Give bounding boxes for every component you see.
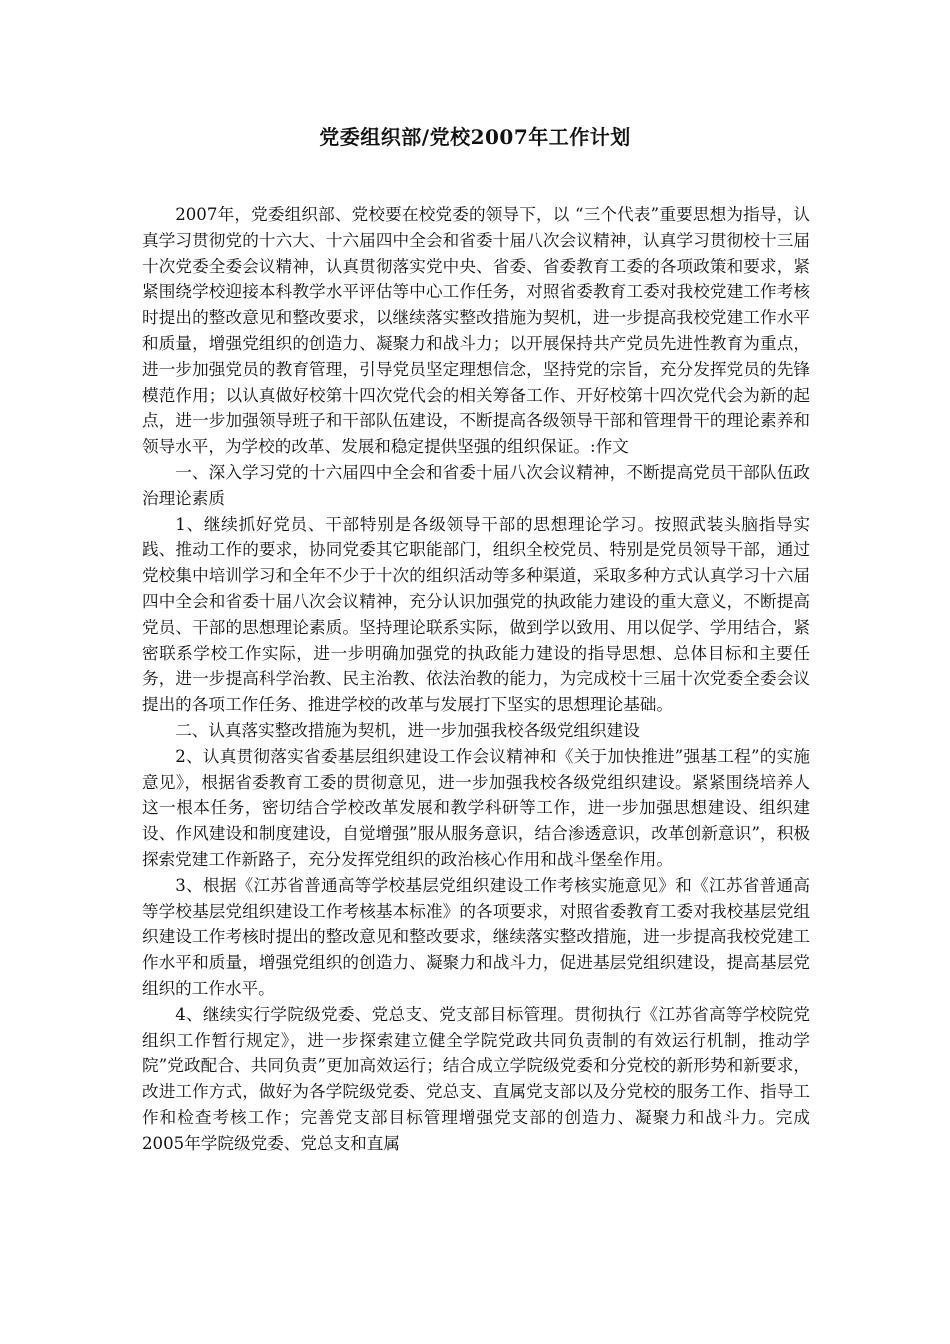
section-heading-1: 一、深入学习党的十六届四中全会和省委十届八次会议精神，不断提高党员干部队伍政治理论素质 bbox=[142, 462, 810, 508]
section-heading-2: 二、认真落实整改措施为契机，进一步加强我校各级党组织建设 bbox=[175, 720, 640, 740]
document-body bbox=[142, 202, 810, 1156]
document-title: 党委组织部/党校2007年工作计划 bbox=[319, 125, 631, 149]
paragraph-item-1: 1、继续抓好党员、干部特别是各级领导干部的思想理论学习。按照武装头脑指导实践、推动工作的要求，协同党委其它职能部门，组织全校党员、特别是党员领导干部，通过党校集中培训学习和全年不少于十次的组织活动等多种渠道，采取多种方式认真学习十六届四中全会和省委十届八次会议精神，充分认识加强党的执政能力建设的重大意义，不断提高党员、干部的思想理论素质。坚持理论联系实际，做到学以致用、用以促学、学用结合，紧密联系学校工作实际，进一步明确加强党的执政能力建设的指导思想、总体目标和主要任务，进一步提高科学治教、民主治教、依法治教的能力，为完成校十三届十次党委全委会议提出的各项工作任务、推进学校的改革与发展打下坚实的思想理论基础。 bbox=[142, 514, 810, 715]
paragraph-item-2: 2、认真贯彻落实省委基层组织建设工作会议精神和《关于加快推进”强基工程”的实施意见》，根据省委教育工委的贯彻意见，进一步加强我校各级党组织建设。紧紧围绕培养人这一根本任务，密切结合学校改革发展和教学科研等工作，进一步加强思想建设、组织建设、作风建设和制度建设，自觉增强”服从服务意识，结合渗透意识，改革创新意识”，积极探索党建工作新路子，充分发挥党组织的政治核心作用和战斗堡垒作用。 bbox=[142, 746, 810, 869]
paragraph-item-3: 3、根据《江苏省普通高等学校基层党组织建设工作考核实施意见》和《江苏省普通高等学校基层党组织建设工作考核基本标准》的各项要求，对照省委教育工委对我校基层党组织建设工作考核时提出的整改意见和整改要求，继续落实整改措施，进一步提高我校党建工作水平和质量，增强党组织的创造力、凝聚力和战斗力，促进基层党组织建设，提高基层党组织的工作水平。 bbox=[142, 875, 810, 998]
paragraph-item-4: 4、继续实行学院级党委、党总支、党支部目标管理。贯彻执行《江苏省高等学校院党组织工作暂行规定》，进一步探索建立健全学院党政共同负责制的有效运行机制，推动学院”党政配合、共同负责”更加高效运行；结合成立学院级党委和分党校的新形势和新要求，改进工作方式，做好为各学院级党委、党总支、直属党支部以及分党校的服务工作、指导工作和检查考核工作；完善党支部目标管理增强党支部的创造力、凝聚力和战斗力。完成2005年学院级党委、党总支和直属 bbox=[142, 1004, 810, 1153]
paragraph-intro: 2007年，党委组织部、党校要在校党委的领导下，以 “三个代表”重要思想为指导，认真学习贯彻党的十六大、十六届四中全会和省委十届八次会议精神，认真学习贯彻校十三届十次党委全委会议精神，认真贯彻落实党中央、省委、省委教育工委的各项政策和要求，紧紧围绕学校迎接本科教学水平评估等中心工作任务，对照省委教育工委对我校党建工作考核时提出的整改意见和整改要求，以继续落实整改措施为契机，进一步提高我校党建工作水平和质量，增强党组织的创造力、凝聚力和战斗力；以开展保持共产党员先进性教育为重点，进一步加强党员的教育管理，引导党员坚定理想信念，坚持党的宗旨，充分发挥党员的先锋模范作用；以认真做好校第十四次党代会的相关筹备工作、开好校第十四次党代会为新的起点，进一步加强领导班子和干部队伍建设，不断提高各级领导干部和管理骨干的理论素养和领导水平，为学校的改革、发展和稳定提供坚强的组织保证。:作文 bbox=[142, 205, 810, 457]
